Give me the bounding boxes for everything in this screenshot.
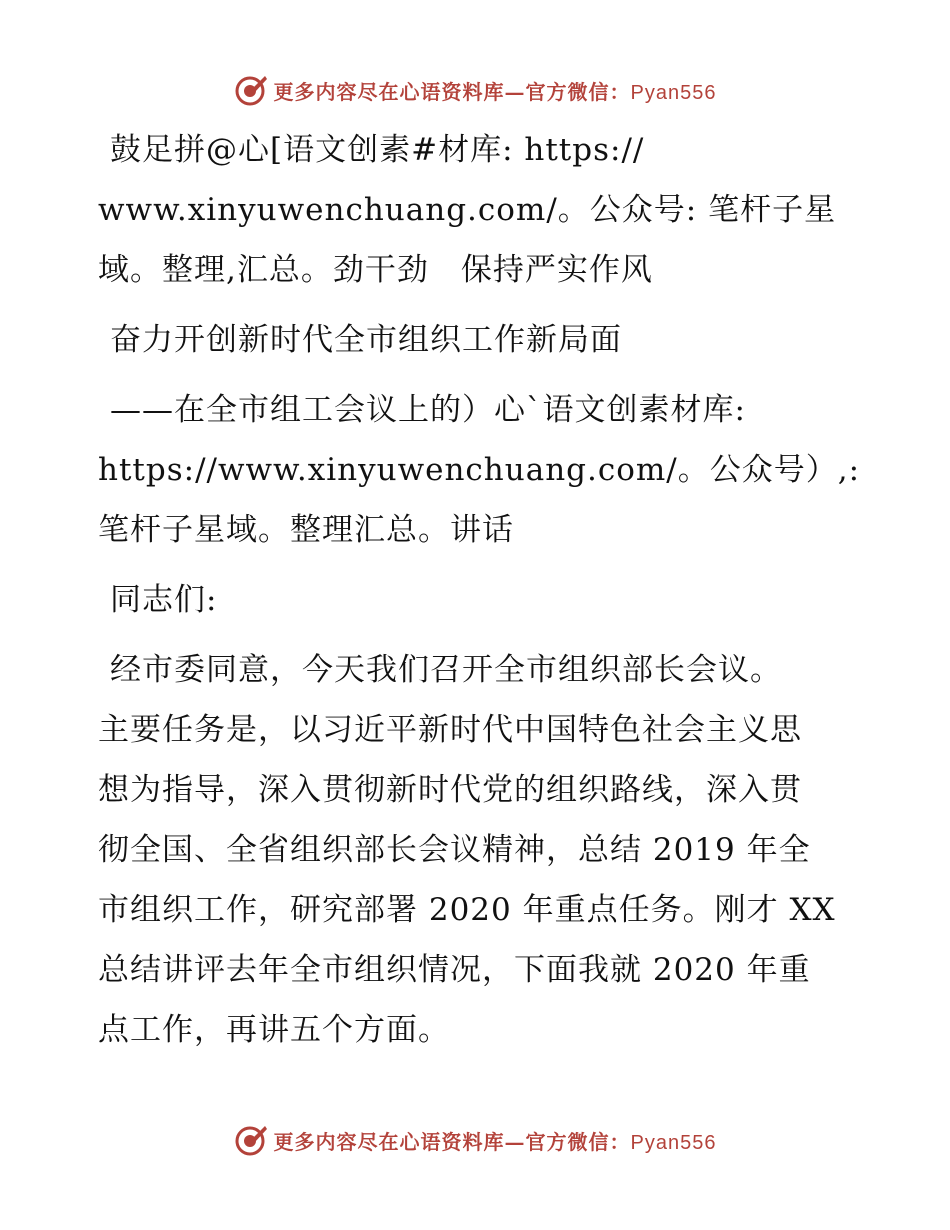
paragraph-line: 经市委同意，今天我们召开全市组织部长会议。 (110, 652, 782, 688)
banner-text: 更多内容尽在心语资料库—官方微信：Pyan556 (273, 1129, 717, 1154)
banner-text: 更多内容尽在心语资料库—官方微信：Pyan556 (273, 79, 717, 104)
xinyu-logo-icon (234, 1123, 268, 1157)
paragraph-line: 彻全国、全省组织部长会议精神，总结 2019 年全 (98, 832, 811, 868)
document-body (98, 120, 861, 1060)
xinyu-logo-icon (234, 73, 268, 107)
document-title: 奋力开创新时代全市组织工作新局面 (110, 322, 622, 358)
paragraph-line: 市组织工作，研究部署 2020 年重点任务。刚才 XX (98, 892, 836, 928)
paragraph-line: 点工作，再讲五个方面。 (98, 1012, 450, 1048)
text-line: 域。整理,汇总。劲干劲 保持严实作风 (98, 252, 653, 288)
paragraph-line: 主要任务是，以习近平新时代中国特色社会主义思 (98, 712, 802, 748)
greeting: 同志们: (110, 582, 218, 618)
text-line: www.xinyuwenchuang.com/。公众号: 笔杆子星 (98, 192, 837, 228)
subtitle-line: ——在全市组工会议上的）心`语文创素材库: (110, 392, 746, 428)
paragraph-line: 总结讲评去年全市组织情况，下面我就 2020 年重 (98, 952, 811, 988)
subtitle-line: 笔杆子星域。整理汇总。讲话 (98, 512, 514, 548)
footer-banner (0, 1120, 950, 1160)
text-line: 鼓足拼@心[语文创素#材库: https:// (110, 132, 645, 168)
paragraph-line: 想为指导，深入贯彻新时代党的组织路线，深入贯 (98, 772, 802, 808)
subtitle-line: https://www.xinyuwenchuang.com/。公众号）,: (98, 452, 861, 488)
header-banner (0, 70, 950, 110)
banner-handle: Pyan556 (630, 1131, 717, 1154)
banner-handle: Pyan556 (630, 81, 717, 104)
